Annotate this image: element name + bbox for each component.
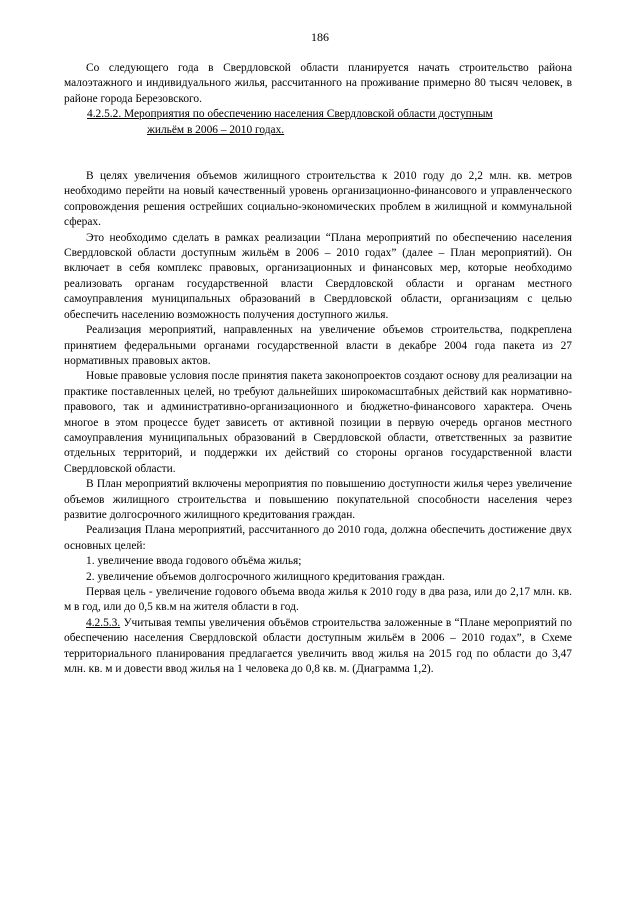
heading-line-2: жильём в 2006 – 2010 годах. <box>147 123 285 136</box>
heading-line-1: 4.2.5.2. Мероприятия по обеспечению населения Свердловской области доступным <box>87 108 493 121</box>
paragraph-berezovsky: Со следующего года в Свердловской области планируется начать строительство района малоэтажного и индивидуального жилья, рассчитанного на проживание примерно 80 тысяч человек, в районе города Березовского. <box>64 62 572 105</box>
section-number-4-2-5-3: 4.2.5.3. <box>86 616 121 629</box>
paragraph-plan-measures: В План мероприятий включены мероприятия по повышению доступности жилья через увеличение объемов жилищного строительства и повышению покупательной способности населения через развитие долгосрочного жилищного кредитования граждан. <box>64 478 572 521</box>
paragraph-federal-acts: Реализация мероприятий, направленных на увеличение объемов строительства, подкреплена принятием федеральными органами государственной власти в декабре 2004 года пакета из 27 нормативных правовых актов. <box>64 324 572 367</box>
paragraph-first-goal: Первая цель - увеличение годового объема ввода жилья к 2010 году в два раза, или до 2,17 млн. кв. м в год, или до 0,5 кв.м на жителя области в год. <box>64 586 572 614</box>
paragraph-legal-conditions: Новые правовые условия после принятия пакета законопроектов создают основу для реализации на практике поставленных целей, но требуют дальнейших широкомасштабных действий как нормативно-правового, так и административно-организационного и бюджетно-финансового характера. Очень многое в этом процессе будет зависеть от активной позиции в первую очередь органов местного самоуправления муниципальных образований в Свердловской области, ответственных за развитие отдельных территорий, и поддержки их действий со стороны органов государственной власти Свердловской области. <box>64 370 572 475</box>
paragraph-4-2-5-3-text: Учитывая темпы увеличения объёмов строительства заложенные в “Плане мероприятий по обеспечению населения Свердловской области доступным жильём в 2006 – 2010 годах”, в Схеме территориального планирования предлагается увеличить ввод жилья на 2015 год по области до 3,47 млн. кв. м и довести ввод жилья на 1 человека до 0,8 кв. м. (Диаграмма 1,2). <box>64 616 572 676</box>
spacer <box>64 138 572 169</box>
list-item-goal-2: 2. увеличение объемов долгосрочного жилищного кредитования граждан. <box>86 570 445 583</box>
section-heading-4-2-5-2 <box>64 107 572 138</box>
paragraph-action-plan: Это необходимо сделать в рамках реализации “Плана мероприятий по обеспечению населения Свердловской области доступным жильём в 2006 – 2010 годах” (далее – План мероприятий). Он включает в себя комплекс правовых, организационных и финансовых мер, которые необходимо реализовать органам государственной власти Свердловской области и органам местного самоуправления муниципальных образований в Свердловской области, организациям с целью обеспечить населению возможность получения доступного жилья. <box>64 231 572 321</box>
paragraph-housing-goals: В целях увеличения объемов жилищного строительства к 2010 году до 2,2 млн. кв. метров необходимо перейти на новый качественный уровень организационно-финансового и управленческого сопровождения решения острейших социально-экономических проблем в жилищной и коммунальной сферах. <box>64 170 572 229</box>
page-number: 186 <box>311 30 329 44</box>
paragraph-two-goals: Реализация Плана мероприятий, рассчитанного до 2010 года, должна обеспечить достижение двух основных целей: <box>64 524 572 552</box>
paragraph-4-2-5-3 <box>64 616 572 678</box>
document-body <box>64 61 572 677</box>
list-item-goal-1: 1. увеличение ввода годового объёма жилья; <box>86 555 302 568</box>
